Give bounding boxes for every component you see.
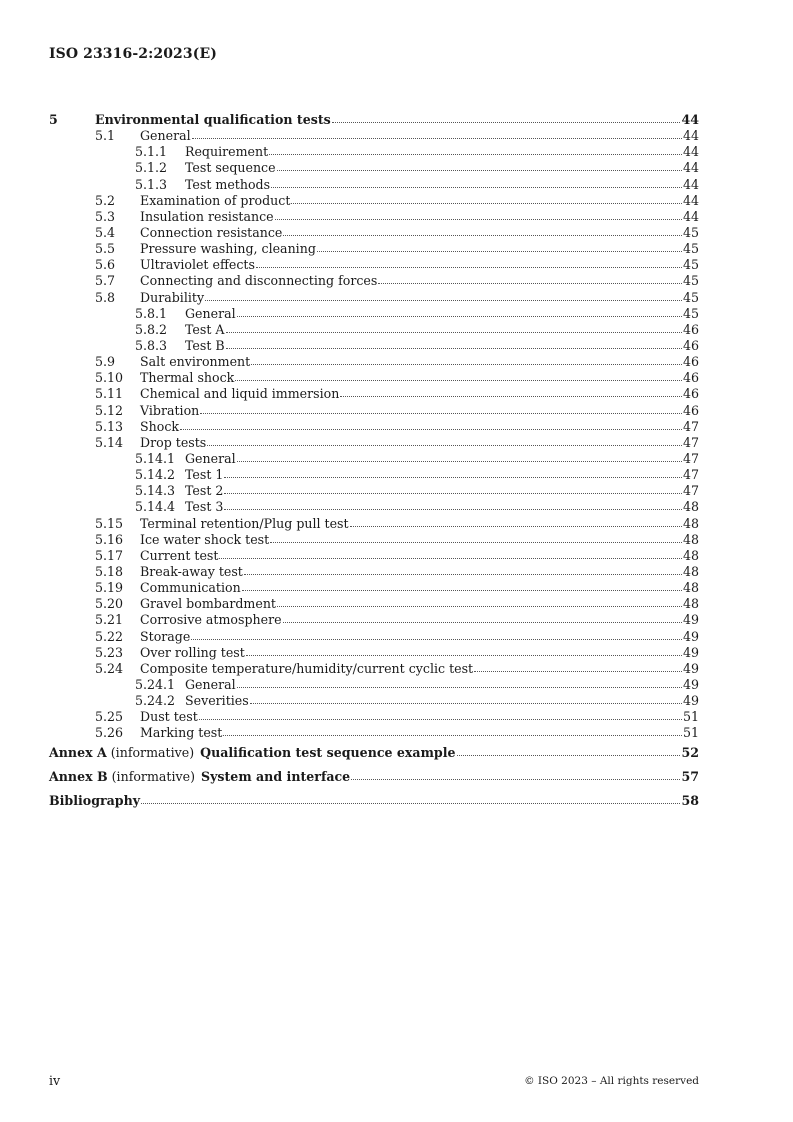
annex-informative-label: (informative) bbox=[110, 745, 195, 761]
toc-entry-title: Qualification test sequence example bbox=[200, 745, 456, 761]
toc-entry-page: 44 bbox=[682, 128, 699, 144]
toc-entry-number: 5.22 bbox=[95, 628, 124, 644]
toc-entry[interactable] bbox=[49, 629, 699, 645]
toc-entry-number: 5.8 bbox=[95, 289, 116, 305]
toc-entry[interactable] bbox=[49, 257, 699, 273]
toc-entry[interactable] bbox=[49, 290, 699, 306]
annex-label: Annex A bbox=[49, 745, 107, 761]
toc-entry-page: 46 bbox=[682, 354, 699, 370]
toc-entry[interactable] bbox=[49, 548, 699, 564]
dot-leader bbox=[200, 412, 682, 414]
toc-entry-number: 5.8.1 bbox=[135, 305, 168, 321]
toc-entry-number: 5.23 bbox=[95, 644, 124, 660]
dot-leader bbox=[192, 137, 682, 139]
toc-entry-title: Connecting and disconnecting forces bbox=[140, 273, 378, 289]
toc-entry-number: 5.3 bbox=[95, 208, 116, 224]
toc-entry-title: Chemical and liquid immersion bbox=[140, 386, 340, 402]
toc-entry-page: 58 bbox=[681, 793, 699, 809]
dot-leader bbox=[250, 702, 682, 704]
toc-entry-page: 51 bbox=[682, 709, 699, 725]
dot-leader bbox=[332, 121, 681, 123]
toc-entry[interactable] bbox=[49, 645, 699, 661]
toc-entry-number: 5.2 bbox=[95, 192, 116, 208]
toc-entry[interactable] bbox=[49, 693, 699, 709]
toc-entry[interactable] bbox=[49, 580, 699, 596]
toc-entry-page: 47 bbox=[682, 467, 699, 483]
dot-leader bbox=[223, 734, 682, 736]
toc-entry-page: 46 bbox=[682, 321, 699, 337]
toc-entry[interactable] bbox=[49, 709, 699, 725]
dot-leader bbox=[141, 802, 680, 804]
toc-entry-number: 5.14.2 bbox=[135, 467, 176, 483]
toc-entry[interactable] bbox=[49, 483, 699, 499]
toc-entry-title: Test 2 bbox=[185, 483, 224, 499]
toc-entry-number: 5.1 bbox=[95, 128, 116, 144]
dot-leader bbox=[269, 153, 682, 155]
toc-entry-title: Ice water shock test bbox=[140, 531, 270, 547]
dot-leader bbox=[224, 476, 682, 478]
toc-entry-number: 5.8.2 bbox=[135, 321, 168, 337]
toc-entry-page: 44 bbox=[681, 112, 699, 127]
document-id-header: ISO 23316-2:2023(E) bbox=[49, 46, 217, 62]
annex-label: Annex B bbox=[49, 769, 108, 785]
toc-entry-number: 5.8.3 bbox=[135, 337, 168, 353]
toc-entry-number: 5.21 bbox=[95, 612, 124, 628]
dot-leader bbox=[283, 621, 682, 623]
toc-entry[interactable] bbox=[49, 273, 699, 289]
toc-entry[interactable] bbox=[49, 677, 699, 693]
toc-entry-title: Communication bbox=[140, 580, 241, 596]
toc-entry-number: 5.12 bbox=[95, 402, 124, 418]
toc-entry-page: 48 bbox=[682, 580, 699, 596]
dot-leader bbox=[207, 444, 682, 446]
toc-entry-page: 44 bbox=[682, 144, 699, 160]
toc-entry-title: Break-away test bbox=[140, 563, 243, 579]
toc-entry-page: 49 bbox=[682, 628, 699, 644]
toc-entry-number: 5.14.4 bbox=[135, 499, 176, 515]
toc-entry-number: 5.14 bbox=[95, 434, 124, 450]
toc-entry-page: 46 bbox=[682, 402, 699, 418]
toc-entry-page: 49 bbox=[682, 693, 699, 709]
dot-leader bbox=[244, 573, 682, 575]
toc-entry[interactable] bbox=[49, 354, 699, 370]
dot-leader bbox=[277, 605, 682, 607]
toc-entry-title: Drop tests bbox=[140, 434, 207, 450]
toc-entry-title: Insulation resistance bbox=[140, 208, 274, 224]
copyright-notice: © ISO 2023 – All rights reserved bbox=[524, 1075, 699, 1087]
toc-entry-page: 45 bbox=[682, 305, 699, 321]
toc-entry-number: 5.24.2 bbox=[135, 693, 176, 709]
dot-leader bbox=[199, 718, 682, 720]
dot-leader bbox=[351, 778, 680, 780]
dot-leader bbox=[350, 525, 682, 527]
toc-entry-number: 5.16 bbox=[95, 531, 124, 547]
toc-entry-title: Test sequence bbox=[185, 160, 276, 176]
toc-entry-title: Current test bbox=[140, 547, 219, 563]
toc-entry-page: 46 bbox=[682, 386, 699, 402]
toc-entry-title: Thermal shock bbox=[140, 370, 235, 386]
toc-entry-number: 5.26 bbox=[95, 725, 124, 741]
dot-leader bbox=[237, 315, 682, 317]
toc-entry-number: 5.7 bbox=[95, 273, 116, 289]
toc-entry[interactable] bbox=[49, 564, 699, 580]
dot-leader bbox=[235, 379, 682, 381]
toc-entry-title: General bbox=[185, 450, 236, 466]
toc-entry[interactable] bbox=[49, 144, 699, 160]
toc-entry-page: 46 bbox=[682, 337, 699, 353]
toc-entry-page: 48 bbox=[682, 515, 699, 531]
toc-entry-title: Test B bbox=[185, 337, 225, 353]
toc-entry-page: 44 bbox=[682, 208, 699, 224]
dot-leader bbox=[224, 492, 682, 494]
dot-leader bbox=[457, 754, 681, 756]
toc-entry-page: 45 bbox=[682, 241, 699, 257]
dot-leader bbox=[474, 670, 682, 672]
toc-entry-number: 5.14.3 bbox=[135, 483, 176, 499]
toc-entry-title: Dust test bbox=[140, 709, 198, 725]
dot-leader bbox=[275, 218, 682, 220]
toc-entry-page: 47 bbox=[682, 434, 699, 450]
toc-entry[interactable] bbox=[49, 386, 699, 402]
toc-entry[interactable] bbox=[49, 225, 699, 241]
toc-entry-page: 45 bbox=[682, 224, 699, 240]
toc-entry-page: 48 bbox=[682, 596, 699, 612]
annex-informative-label: (informative) bbox=[111, 769, 195, 785]
toc-entry-title: Composite temperature/humidity/current cyclic test bbox=[140, 660, 474, 676]
toc-entry-page: 52 bbox=[681, 745, 699, 761]
toc-entry-number: 5.24.1 bbox=[135, 676, 176, 692]
toc-entry-number: 5.15 bbox=[95, 515, 124, 531]
dot-leader bbox=[277, 169, 682, 171]
toc-entry[interactable] bbox=[49, 435, 699, 451]
toc-entry-page: 44 bbox=[682, 160, 699, 176]
dot-leader bbox=[219, 557, 682, 559]
toc-entry[interactable] bbox=[49, 467, 699, 483]
toc-entry-page: 48 bbox=[682, 563, 699, 579]
toc-entry[interactable] bbox=[49, 596, 699, 612]
toc-entry[interactable] bbox=[49, 725, 699, 741]
toc-entry-page: 46 bbox=[682, 370, 699, 386]
toc-entry-page: 44 bbox=[682, 192, 699, 208]
dot-leader bbox=[226, 331, 682, 333]
dot-leader bbox=[237, 460, 682, 462]
toc-entry-title: Test A bbox=[185, 321, 225, 337]
toc-entry-title: System and interface bbox=[200, 769, 351, 785]
toc-entry[interactable] bbox=[49, 612, 699, 628]
toc-entry-title: Test 3 bbox=[185, 499, 224, 515]
toc-entry-title: Connection resistance bbox=[140, 224, 283, 240]
toc-entry-page: 44 bbox=[682, 176, 699, 192]
toc-entry[interactable] bbox=[49, 177, 699, 193]
toc-entry-number: 5.1.1 bbox=[135, 144, 168, 160]
toc-entry-page: 57 bbox=[681, 769, 699, 785]
toc-entry[interactable] bbox=[49, 403, 699, 419]
dot-leader bbox=[271, 186, 682, 188]
toc-entry-title: General bbox=[185, 305, 236, 321]
toc-entry-number: 5.4 bbox=[95, 224, 116, 240]
toc-entry-page: 48 bbox=[682, 531, 699, 547]
dot-leader bbox=[224, 508, 682, 510]
toc-entry-number: 5.20 bbox=[95, 596, 124, 612]
toc-entry-title: General bbox=[140, 128, 191, 144]
dot-leader bbox=[226, 347, 682, 349]
toc-entry-title: Test methods bbox=[185, 176, 271, 192]
toc-entry[interactable] bbox=[49, 209, 699, 225]
toc-entry[interactable] bbox=[49, 370, 699, 386]
toc-entry-title: Gravel bombardment bbox=[140, 596, 276, 612]
dot-leader bbox=[256, 266, 682, 268]
toc-entry-title: General bbox=[185, 676, 236, 692]
toc-entry-number: 5.6 bbox=[95, 257, 116, 273]
toc-entry-page: 49 bbox=[682, 644, 699, 660]
toc-entry-title: Storage bbox=[140, 628, 191, 644]
toc-entry[interactable] bbox=[49, 322, 699, 338]
toc-entry[interactable] bbox=[49, 338, 699, 354]
toc-entry-number: 5.1.2 bbox=[135, 160, 168, 176]
toc-entry-title: Pressure washing, cleaning bbox=[140, 241, 316, 257]
toc-entry-number: 5.5 bbox=[95, 241, 116, 257]
toc-entry-title: Vibration bbox=[140, 402, 200, 418]
toc-entry-title: Test 1 bbox=[185, 467, 224, 483]
toc-entry-page: 47 bbox=[682, 483, 699, 499]
toc-entry[interactable] bbox=[49, 532, 699, 548]
toc-entry-page: 45 bbox=[682, 257, 699, 273]
toc-entry-number: 5.11 bbox=[95, 386, 124, 402]
dot-leader bbox=[378, 282, 682, 284]
dot-leader bbox=[340, 395, 682, 397]
dot-leader bbox=[246, 654, 682, 656]
toc-entry-number: 5.10 bbox=[95, 370, 124, 386]
toc-entry[interactable] bbox=[49, 193, 699, 209]
toc-entry-page: 51 bbox=[682, 725, 699, 741]
table-of-contents bbox=[49, 112, 699, 813]
toc-clause-5[interactable] bbox=[49, 112, 699, 128]
toc-annex[interactable] bbox=[49, 765, 699, 789]
dot-leader bbox=[317, 250, 682, 252]
toc-entry[interactable] bbox=[49, 661, 699, 677]
page-number: iv bbox=[49, 1073, 61, 1088]
toc-entry[interactable] bbox=[49, 451, 699, 467]
dot-leader bbox=[270, 541, 682, 543]
toc-entry-number: 5.13 bbox=[95, 418, 124, 434]
dot-leader bbox=[191, 638, 682, 640]
toc-entry-page: 45 bbox=[682, 273, 699, 289]
toc-entry-title: Terminal retention/Plug pull test bbox=[140, 515, 349, 531]
toc-entry[interactable] bbox=[49, 419, 699, 435]
toc-entry-page: 45 bbox=[682, 289, 699, 305]
toc-entry-page: 47 bbox=[682, 418, 699, 434]
toc-entry-title: Over rolling test bbox=[140, 644, 245, 660]
dot-leader bbox=[283, 234, 682, 236]
toc-entry-title: Marking test bbox=[140, 725, 223, 741]
dot-leader bbox=[291, 202, 682, 204]
toc-entry-number: 5.17 bbox=[95, 547, 124, 563]
toc-entry-title: Ultraviolet effects bbox=[140, 257, 255, 273]
toc-entry-title: Salt environment bbox=[140, 354, 251, 370]
toc-entry-title: Corrosive atmosphere bbox=[140, 612, 282, 628]
toc-entry-page: 49 bbox=[682, 676, 699, 692]
toc-entry-title: Shock bbox=[140, 418, 180, 434]
toc-entries bbox=[49, 128, 699, 741]
toc-entry[interactable] bbox=[49, 128, 699, 144]
toc-entry[interactable] bbox=[49, 516, 699, 532]
toc-entry-page: 48 bbox=[682, 499, 699, 515]
toc-entry-title: Severities bbox=[185, 693, 249, 709]
dot-leader bbox=[251, 363, 682, 365]
toc-entry-page: 48 bbox=[682, 547, 699, 563]
toc-entry-number: 5.1.3 bbox=[135, 176, 168, 192]
toc-entry-number: 5.9 bbox=[95, 354, 116, 370]
toc-entry-title: Examination of product bbox=[140, 192, 291, 208]
toc-entry[interactable] bbox=[49, 241, 699, 257]
toc-entry-number: 5.14.1 bbox=[135, 450, 176, 466]
toc-entry-number: 5 bbox=[49, 112, 58, 127]
toc-entry[interactable] bbox=[49, 499, 699, 515]
toc-entry[interactable] bbox=[49, 160, 699, 176]
toc-entry-page: 47 bbox=[682, 450, 699, 466]
toc-annexes bbox=[49, 741, 699, 789]
toc-entry-title: Durability bbox=[140, 289, 205, 305]
dot-leader bbox=[242, 589, 682, 591]
toc-entry-title: Bibliography bbox=[49, 793, 141, 809]
toc-entry[interactable] bbox=[49, 306, 699, 322]
toc-entry-page: 49 bbox=[682, 612, 699, 628]
toc-entry-title: Environmental qualification tests bbox=[95, 112, 331, 127]
toc-entry-number: 5.18 bbox=[95, 563, 124, 579]
dot-leader bbox=[205, 299, 682, 301]
toc-entry-number: 5.19 bbox=[95, 580, 124, 596]
dot-leader bbox=[180, 428, 682, 430]
toc-annex[interactable] bbox=[49, 741, 699, 765]
toc-entry-number: 5.24 bbox=[95, 660, 124, 676]
toc-entry-page: 49 bbox=[682, 660, 699, 676]
toc-entry-title: Requirement bbox=[185, 144, 269, 160]
toc-entry-number: 5.25 bbox=[95, 709, 124, 725]
toc-bibliography[interactable] bbox=[49, 789, 699, 813]
dot-leader bbox=[237, 686, 682, 688]
